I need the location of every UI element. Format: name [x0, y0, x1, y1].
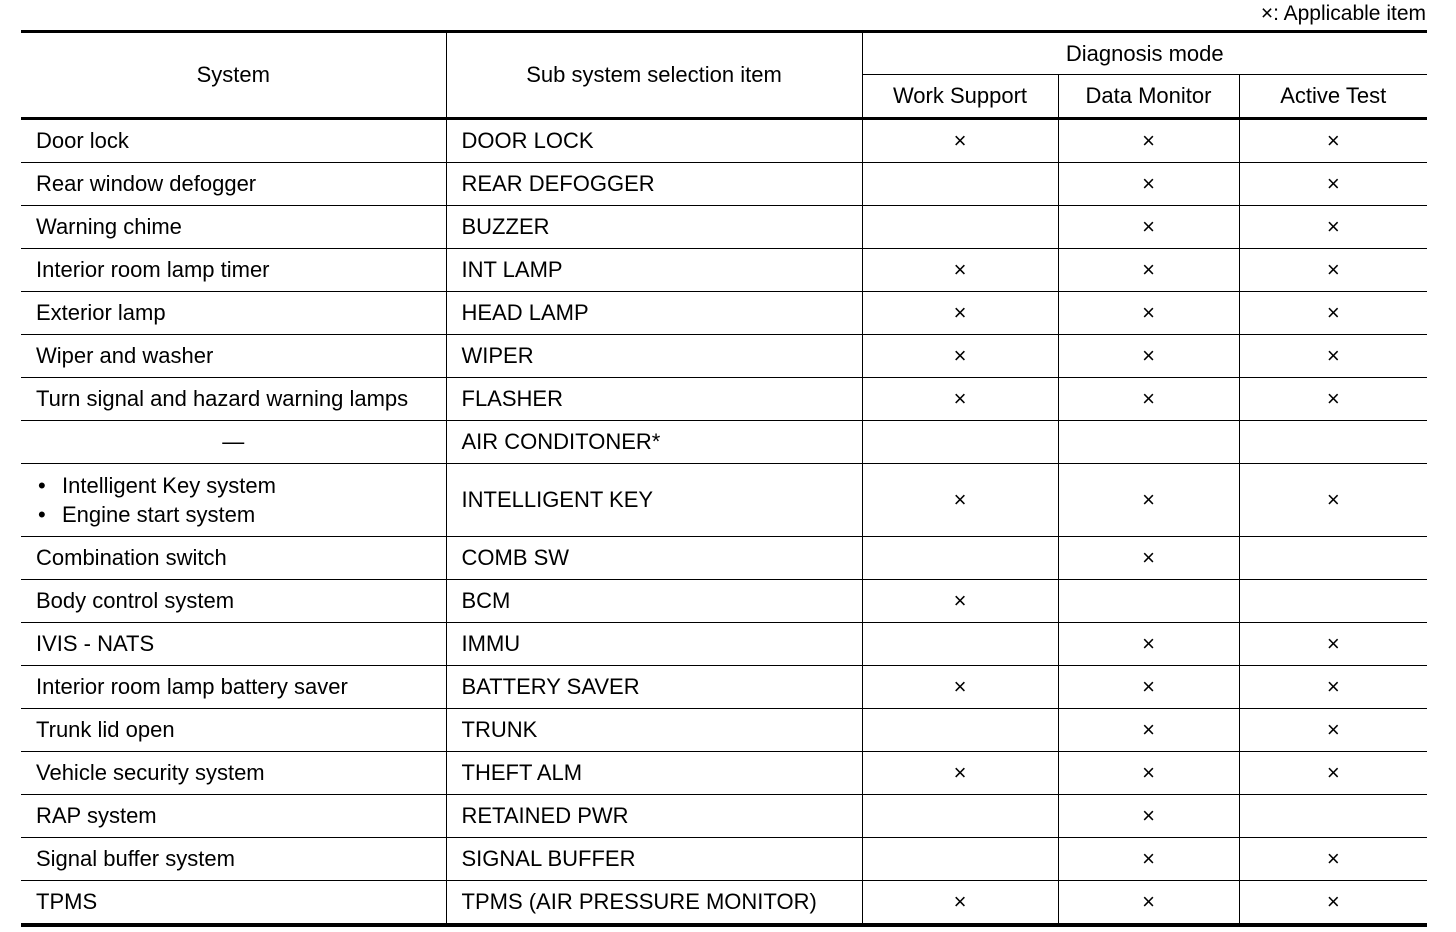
table-row	[21, 119, 1427, 163]
table-row	[21, 838, 1427, 881]
cell-active-test: ×	[1239, 623, 1427, 666]
cell-data-monitor: ×	[1058, 709, 1239, 752]
cell-data-monitor: ×	[1058, 464, 1239, 537]
cell-active-test: ×	[1239, 709, 1427, 752]
cell-sub-system: WIPER	[446, 335, 862, 378]
cell-system: Wiper and washer	[21, 335, 446, 378]
cell-data-monitor: ×	[1058, 163, 1239, 206]
table-row	[21, 464, 1427, 537]
cell-active-test: ×	[1239, 881, 1427, 926]
cell-sub-system: TPMS (AIR PRESSURE MONITOR)	[446, 881, 862, 926]
cell-active-test: ×	[1239, 838, 1427, 881]
system-bullet-item: • Intelligent Key system	[36, 471, 446, 500]
cell-active-test: ×	[1239, 464, 1427, 537]
cell-system: Interior room lamp timer	[21, 249, 446, 292]
table-row	[21, 881, 1427, 926]
diagnosis-table	[21, 30, 1427, 927]
table-row	[21, 421, 1427, 464]
cell-work-support: ×	[862, 292, 1058, 335]
table-row	[21, 378, 1427, 421]
cell-data-monitor: ×	[1058, 666, 1239, 709]
table-row	[21, 292, 1427, 335]
table-row	[21, 623, 1427, 666]
legend-note: ×: Applicable item	[1260, 2, 1426, 25]
cell-system: Warning chime	[21, 206, 446, 249]
cell-data-monitor: ×	[1058, 623, 1239, 666]
cell-active-test: ×	[1239, 335, 1427, 378]
cell-system: Door lock	[21, 119, 446, 163]
cell-sub-system: INTELLIGENT KEY	[446, 464, 862, 537]
cell-work-support	[862, 421, 1058, 464]
cell-active-test	[1239, 580, 1427, 623]
table-row	[21, 709, 1427, 752]
cell-sub-system: BCM	[446, 580, 862, 623]
header-active-test: Active Test	[1280, 83, 1387, 108]
table-row	[21, 537, 1427, 580]
cell-data-monitor: ×	[1058, 119, 1239, 163]
cell-active-test	[1239, 537, 1427, 580]
cell-work-support: ×	[862, 335, 1058, 378]
header-work-support: Work Support	[862, 75, 1058, 119]
cell-work-support: ×	[862, 580, 1058, 623]
cell-sub-system: THEFT ALM	[446, 752, 862, 795]
cell-work-support: ×	[862, 378, 1058, 421]
cell-active-test: ×	[1239, 249, 1427, 292]
cell-work-support	[862, 795, 1058, 838]
table-row	[21, 580, 1427, 623]
cell-system: Interior room lamp battery saver	[21, 666, 446, 709]
cell-system: Rear window defogger	[21, 163, 446, 206]
cell-data-monitor: ×	[1058, 249, 1239, 292]
cell-data-monitor: ×	[1058, 378, 1239, 421]
cell-sub-system: IMMU	[446, 623, 862, 666]
cell-sub-system: BUZZER	[446, 206, 862, 249]
cell-data-monitor: ×	[1058, 206, 1239, 249]
cell-data-monitor: ×	[1058, 752, 1239, 795]
cell-sub-system: HEAD LAMP	[446, 292, 862, 335]
header-diagnosis-mode: Diagnosis mode	[862, 32, 1427, 75]
table-row	[21, 795, 1427, 838]
cell-active-test	[1239, 795, 1427, 838]
table-row	[21, 335, 1427, 378]
cell-data-monitor: ×	[1058, 795, 1239, 838]
cell-active-test: ×	[1239, 119, 1427, 163]
cell-system: RAP system	[21, 795, 446, 838]
cell-system: Signal buffer system	[21, 838, 446, 881]
cell-sub-system: SIGNAL BUFFER	[446, 838, 862, 881]
cell-data-monitor: ×	[1058, 537, 1239, 580]
table-header	[21, 32, 1427, 119]
cell-active-test: ×	[1239, 292, 1427, 335]
cell-data-monitor: ×	[1058, 881, 1239, 926]
cell-work-support	[862, 709, 1058, 752]
cell-sub-system: RETAINED PWR	[446, 795, 862, 838]
cell-work-support: ×	[862, 464, 1058, 537]
cell-sub-system: AIR CONDITONER*	[446, 421, 862, 464]
cell-work-support: ×	[862, 666, 1058, 709]
cell-work-support	[862, 838, 1058, 881]
cell-system: Exterior lamp	[21, 292, 446, 335]
cell-work-support: ×	[862, 752, 1058, 795]
cell-active-test: ×	[1239, 378, 1427, 421]
cell-sub-system: COMB SW	[446, 537, 862, 580]
cell-sub-system: DOOR LOCK	[446, 119, 862, 163]
cell-system: Trunk lid open	[21, 709, 446, 752]
table-row	[21, 752, 1427, 795]
cell-work-support: ×	[862, 249, 1058, 292]
cell-system: IVIS - NATS	[21, 623, 446, 666]
cell-system: Body control system	[21, 580, 446, 623]
header-system: System	[21, 32, 446, 119]
cell-system: —	[21, 421, 446, 464]
cell-active-test: ×	[1239, 163, 1427, 206]
cell-data-monitor: ×	[1058, 838, 1239, 881]
cell-sub-system: INT LAMP	[446, 249, 862, 292]
cell-work-support	[862, 537, 1058, 580]
header-sub-system: Sub system selection item	[446, 32, 862, 119]
cell-system: Combination switch	[21, 537, 446, 580]
table-row	[21, 206, 1427, 249]
cell-active-test: ×	[1239, 666, 1427, 709]
table-row	[21, 249, 1427, 292]
cell-data-monitor: ×	[1058, 292, 1239, 335]
system-bullet-list	[36, 471, 446, 529]
cell-work-support	[862, 623, 1058, 666]
cell-system: Turn signal and hazard warning lamps	[21, 378, 446, 421]
cell-system	[21, 464, 446, 537]
cell-work-support: ×	[862, 119, 1058, 163]
system-bullet-item: • Engine start system	[36, 500, 446, 529]
cell-work-support	[862, 206, 1058, 249]
cell-active-test	[1239, 421, 1427, 464]
cell-sub-system: FLASHER	[446, 378, 862, 421]
cell-active-test: ×	[1239, 206, 1427, 249]
header-data-monitor: Data Monitor	[1058, 75, 1239, 119]
cell-data-monitor	[1058, 580, 1239, 623]
table-row	[21, 163, 1427, 206]
cell-data-monitor	[1058, 421, 1239, 464]
cell-system: TPMS	[21, 881, 446, 926]
cell-sub-system: TRUNK	[446, 709, 862, 752]
table-body	[21, 119, 1427, 926]
cell-system: Vehicle security system	[21, 752, 446, 795]
cell-active-test: ×	[1239, 752, 1427, 795]
table-row	[21, 666, 1427, 709]
cell-work-support: ×	[862, 881, 1058, 926]
cell-sub-system: REAR DEFOGGER	[446, 163, 862, 206]
cell-sub-system: BATTERY SAVER	[446, 666, 862, 709]
cell-data-monitor: ×	[1058, 335, 1239, 378]
cell-work-support	[862, 163, 1058, 206]
